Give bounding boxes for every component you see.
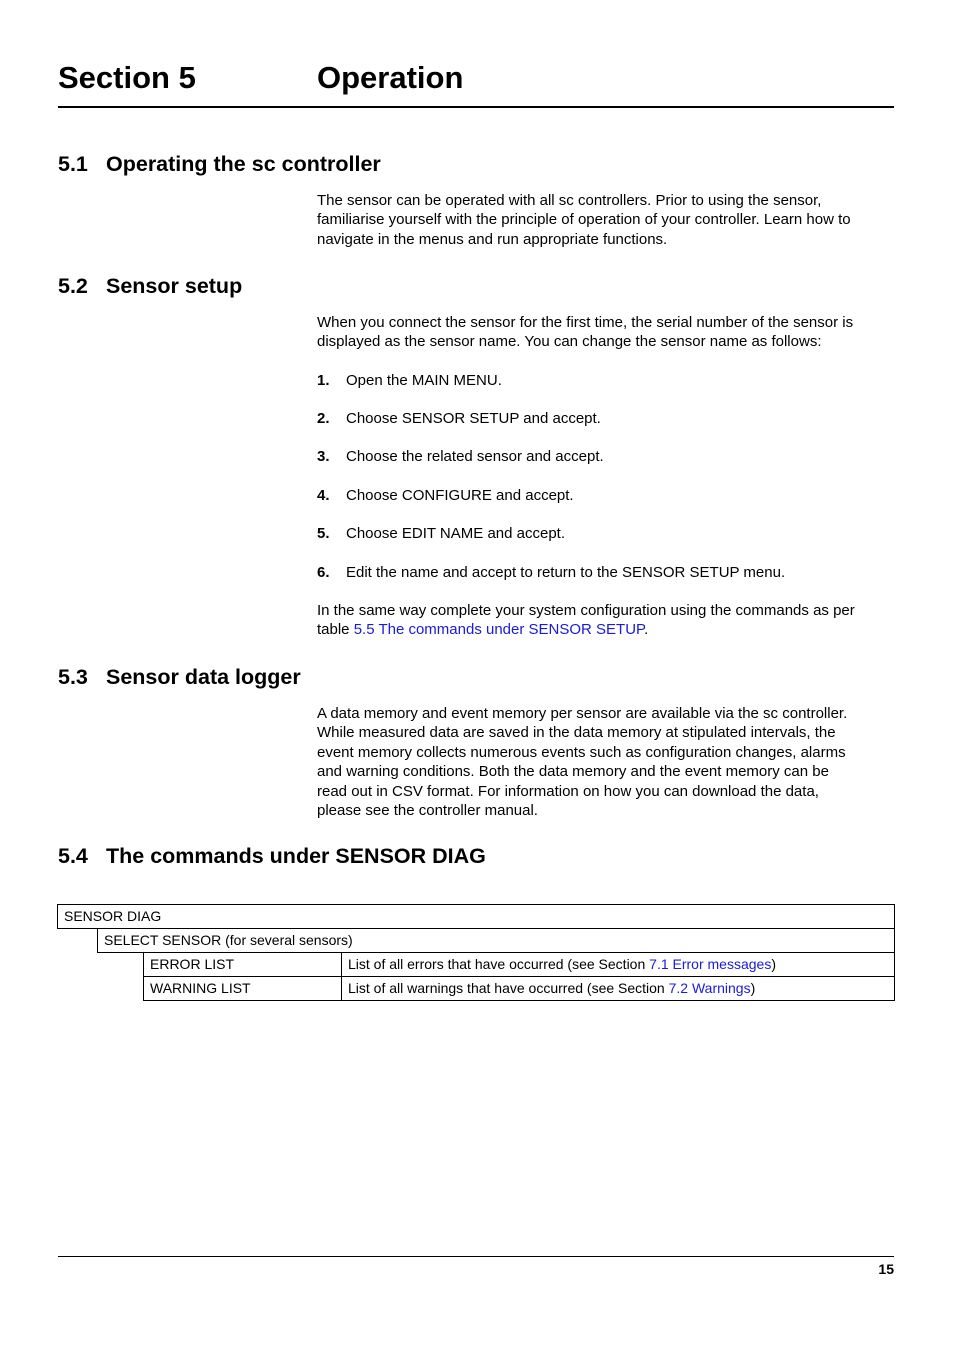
text-fragment: List of all warnings that have occurred (see Section <box>348 980 669 996</box>
step-item <box>317 563 785 582</box>
heading-5-1 <box>58 151 381 177</box>
step-item <box>317 409 601 428</box>
step-item <box>317 371 502 390</box>
heading-text: Sensor data logger <box>106 665 301 689</box>
heading-text: The commands under SENSOR DIAG <box>106 844 486 868</box>
text-line: please see the controller manual. <box>317 802 538 820</box>
link-warnings[interactable]: 7.2 Warnings <box>668 980 751 996</box>
paragraph-5-2-intro <box>317 313 897 352</box>
step-text: Choose CONFIGURE and accept. <box>346 487 574 504</box>
table-level1-cell: SELECT SENSOR (for several sensors) <box>97 928 895 953</box>
text-line: and warning conditions. Both the data memory and the event memory can be <box>317 763 829 781</box>
text-line: familiarise yourself with the principle of operation of your controller. Learn how to <box>317 211 851 229</box>
text-fragment: ) <box>771 956 776 972</box>
footer-rule <box>58 1256 894 1257</box>
step-item <box>317 486 574 505</box>
paragraph-5-3 <box>317 704 897 820</box>
heading-text: Operating the sc controller <box>106 152 381 176</box>
heading-number: 5.2 <box>58 274 88 298</box>
paragraph-5-2-outro <box>317 601 897 640</box>
step-number: 2. <box>317 410 330 427</box>
text-line: In the same way complete your system configuration using the commands as per <box>317 602 855 619</box>
text-line: navigate in the menus and run appropriate functions. <box>317 230 668 248</box>
step-number: 5. <box>317 525 330 542</box>
title-rule <box>58 106 894 108</box>
text-line: A data memory and event memory per sensor are available via the sc controller. <box>317 705 848 722</box>
step-number: 1. <box>317 372 330 389</box>
step-text: Choose EDIT NAME and accept. <box>346 525 565 542</box>
step-number: 6. <box>317 564 330 581</box>
text-fragment: . <box>644 621 649 639</box>
table-root-cell: SENSOR DIAG <box>57 904 895 929</box>
heading-number: 5.4 <box>58 844 88 868</box>
link-sensor-setup-table[interactable]: 5.5 The commands under SENSOR SETUP <box>353 621 645 639</box>
text-line: While measured data are saved in the data memory at stipulated intervals, the <box>317 724 836 742</box>
step-text: Edit the name and accept to return to the SENSOR SETUP menu. <box>346 564 786 581</box>
text-line: When you connect the sensor for the first time, the serial number of the sensor is <box>317 314 854 331</box>
text-fragment: List of all errors that have occurred (see Section <box>348 956 650 972</box>
step-number: 4. <box>317 487 330 504</box>
step-text: Open the MAIN MENU. <box>346 372 502 389</box>
step-text: Choose the related sensor and accept. <box>346 448 604 465</box>
table-row-name: WARNING LIST <box>143 976 342 1001</box>
step-text: Choose SENSOR SETUP and accept. <box>346 410 601 427</box>
text-line: displayed as the sensor name. You can change the sensor name as follows: <box>317 333 822 351</box>
section-title <box>58 58 464 98</box>
heading-5-4 <box>58 843 486 869</box>
text-fragment: table <box>317 621 354 639</box>
heading-text: Sensor setup <box>106 274 243 298</box>
text-line <box>317 620 897 639</box>
table-row-desc <box>341 976 895 1001</box>
table-row-name: ERROR LIST <box>143 952 342 977</box>
paragraph-5-1 <box>317 191 897 249</box>
section-name: Operation <box>317 60 464 95</box>
table-row-desc <box>341 952 895 977</box>
heading-5-2 <box>58 273 242 299</box>
heading-5-3 <box>58 664 301 690</box>
text-fragment: ) <box>750 980 756 996</box>
text-line: The sensor can be operated with all sc controllers. Prior to using the sensor, <box>317 192 822 209</box>
heading-number: 5.3 <box>58 665 88 689</box>
step-item <box>317 524 565 543</box>
page-number: 15 <box>878 1261 894 1277</box>
section-label: Section 5 <box>58 60 196 95</box>
step-number: 3. <box>317 448 330 465</box>
text-line: event memory collects numerous events such as configuration changes, alarms <box>317 743 846 761</box>
heading-number: 5.1 <box>58 152 88 176</box>
text-line: read out in CSV format. For information on how you can download the data, <box>317 782 819 800</box>
step-item <box>317 447 604 466</box>
link-error-messages[interactable]: 7.1 Error messages <box>649 956 772 972</box>
